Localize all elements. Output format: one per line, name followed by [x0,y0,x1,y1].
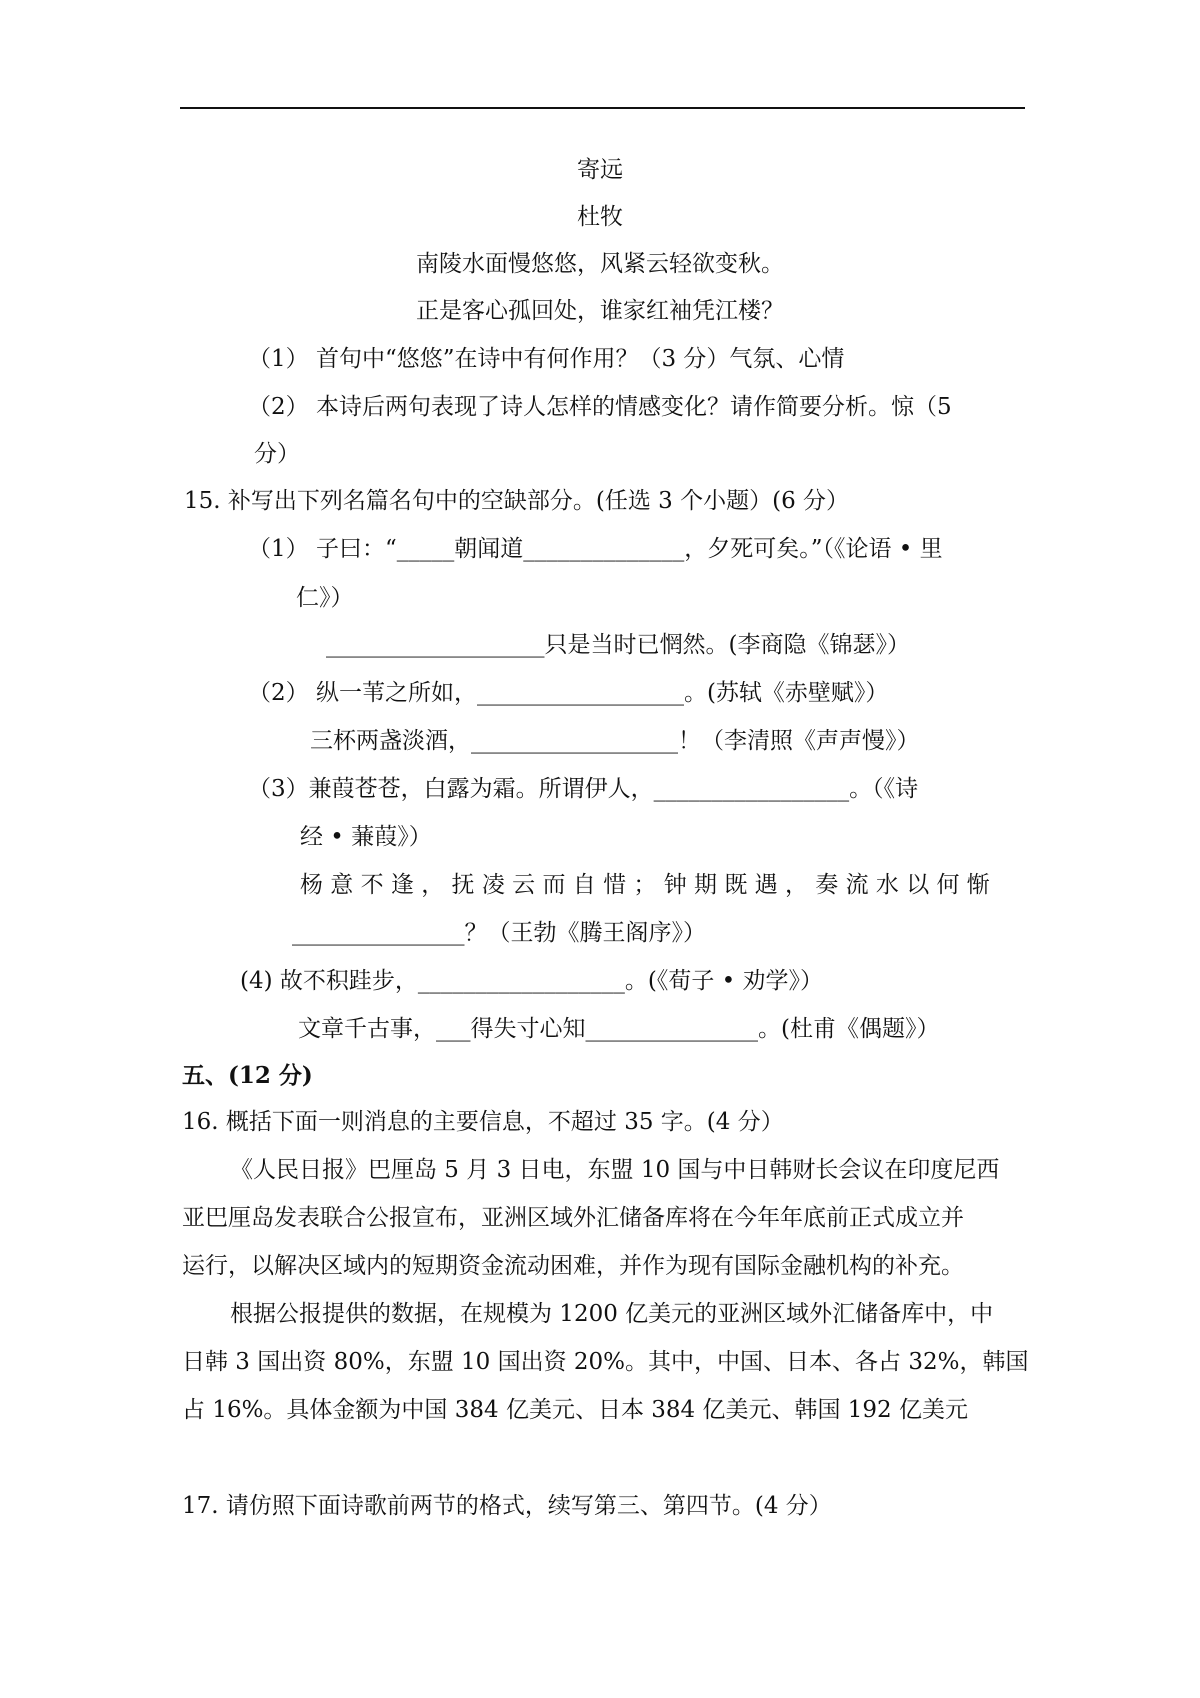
poem-author: 杜牧 [577,204,623,230]
q14-sub-1: （1） 首句中“悠悠”在诗中有何作用？（3 分）气氛、心情 [248,346,845,372]
q15-s4-line-2: 文章千古事，___得失寸心知_______________。(杜甫《偶题》） [298,1016,940,1042]
q14-sub-2-cont: 分） [254,441,300,467]
q15-s1-line: （1） 子曰：“_____朝闻道______________，夕死可矣。”（《论语 • 里 [248,536,943,562]
q15-s3-line-cont: 经 • 蒹葭》） [300,824,432,850]
poem-line-1: 南陵水面慢悠悠，风紧云轻欲变秋。 [416,251,784,277]
q15-s2-line-2: 三杯两盏淡酒，__________________！（李清照《声声慢》） [310,728,920,754]
poem-title: 寄远 [577,157,623,183]
q15-s1-line-2: ___________________只是当时已惘然。(李商隐《锦瑟》） [326,632,910,658]
q15-s2-line: （2） 纵一苇之所如，__________________。(苏轼《赤壁赋》） [248,680,889,706]
q15-s4-line: (4) 故不积跬步，__________________。(《荀子 • 劝学》） [240,968,824,994]
q16-para-2-line-2: 日韩 3 国出资 80%，东盟 10 国出资 20%。其中，中国、日本、各占 32%，韩国 [182,1349,1029,1375]
q15-s3-line-2: 杨 意 不 逢 ， 抚 凌 云 而 自 惜 ； 钟 期 既 遇 ， 奏 流 水 以 何 惭 [300,872,990,898]
q16-para-1-line-2: 亚巴厘岛发表联合公报宣布，亚洲区域外汇储备库将在今年年底前正式成立并 [182,1205,964,1231]
q15-s1-line-cont: 仁》） [296,585,354,611]
poem-line-2: 正是客心孤回处，谁家红袖凭江楼？ [416,298,784,324]
q15-heading: 15. 补写出下列名篇名句中的空缺部分。(任选 3 个小题）(6 分） [184,488,850,514]
q15-s3-line-2-cont: _______________？（王勃《腾王阁序》） [292,920,706,946]
q16-para-1-line-1: 《人民日报》巴厘岛 5 月 3 日电，东盟 10 国与中日韩财长会议在印度尼西 [230,1157,1000,1183]
q15-s3-line: （3）兼葭苍苍，白露为霜。所谓伊人，_________________。（《诗 [248,776,919,802]
q16-para-2-line-1: 根据公报提供的数据，在规模为 1200 亿美元的亚洲区域外汇储备库中，中 [230,1301,994,1327]
q16-para-1-line-3: 运行，以解决区域内的短期资金流动困难，并作为现有国际金融机构的补充。 [182,1253,964,1279]
q16-para-2-line-3: 占 16%。具体金额为中国 384 亿美元、日本 384 亿美元、韩国 192 亿美元 [182,1397,968,1423]
q16-heading: 16. 概括下面一则消息的主要信息，不超过 35 字。(4 分） [182,1109,784,1135]
q14-sub-2: （2） 本诗后两句表现了诗人怎样的情感变化？请作简要分析。惊（5 [248,394,952,420]
header-rule [180,107,1025,109]
q17-heading: 17. 请仿照下面诗歌前两节的格式，续写第三、第四节。(4 分） [182,1493,832,1519]
section-5-heading: 五、(12 分) [182,1062,313,1089]
